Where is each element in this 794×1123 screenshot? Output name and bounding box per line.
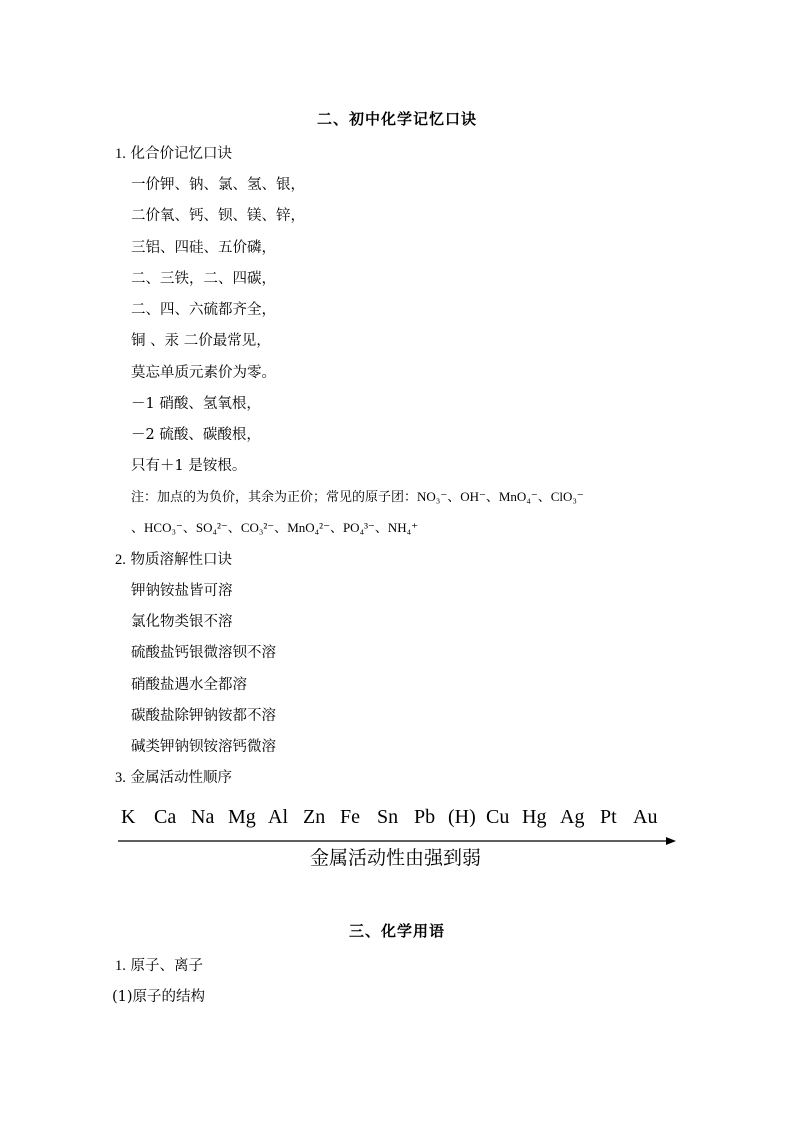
valence-line-8: －1 硝酸、氢氧根， [131,396,261,412]
solubility-line-5: 碳酸盐除钾钠铵都不溶 [131,708,276,724]
valence-line-2: 二价氧、钙、钡、镁、锌， [131,208,305,224]
solubility-line-2: 氯化物类银不溶 [131,614,233,630]
item3-heading [115,768,232,788]
ion-note-line-1: 注：加点的为负价，其余为正价；常见的原子团：NO₃⁻、OH⁻、MnO₄⁻、ClO₃⁻ [131,489,584,505]
metal-symbol: Ca [154,806,177,828]
item2-heading [115,550,232,570]
metal-symbol: K [121,806,136,828]
item1-heading [115,144,232,164]
metal-symbol: (H) [448,806,476,828]
metal-symbol: Pt [600,806,617,828]
item2-number: 2. [115,552,126,568]
ion-note-line-2: 、HCO₃⁻、SO₄²⁻、CO₃²⁻、MnO₄²⁻、PO₄³⁻、NH₄⁺ [131,520,419,536]
valence-line-5: 二、四、六硫都齐全， [131,302,276,318]
solubility-line-1: 钾钠铵盐皆可溶 [131,583,233,599]
ion-mno4-2: MnO₄²⁻ [287,520,330,535]
ion-no3: NO₃⁻ [417,489,448,504]
valence-line-1: 一价钾、钠、氯、氢、银， [131,177,305,193]
valence-line-9: －2 硫酸、碳酸根， [131,427,261,443]
item1-title: 化合价记忆口诀 [130,146,232,162]
metal-symbol: Hg [522,806,547,828]
metal-symbol: Cu [486,806,510,828]
solubility-line-6: 碱类钾钠钡铵溶钙微溶 [131,739,276,755]
ion-so4: SO₄²⁻ [195,520,228,535]
ion-mno4: MnO₄⁻ [498,489,538,504]
valence-line-6: 铜 、汞 二价最常见， [131,333,271,349]
valence-line-7: 莫忘单质元素价为零。 [131,365,276,381]
ion-clo3: ClO₃⁻ [550,489,584,504]
item3-number: 3. [115,770,126,786]
valence-line-10: 只有＋1 是铵根。 [131,458,247,474]
arrow-caption: 金属活动性由强到弱 [310,847,482,869]
metal-symbol: Sn [377,806,399,828]
ion-note-prefix: 注：加点的为负价，其余为正价；常见的原子团： [131,490,418,505]
metal-symbol: Na [191,806,215,828]
valence-line-3: 三铝、四硅、五价磷， [131,240,276,256]
ion-hco3: HCO₃⁻ [144,520,183,535]
section3-item1-title: 原子、离子 [130,958,203,974]
solubility-line-3: 硫酸盐钙银微溶钡不溶 [131,645,276,661]
section3-item1 [115,956,203,976]
item2-title: 物质溶解性口诀 [130,552,232,568]
ion-nh4: NH₄⁺ [387,520,419,535]
metal-symbol: Au [633,806,658,828]
solubility-line-4: 硝酸盐遇水全都溶 [131,677,247,693]
metal-symbol: Pb [414,806,436,828]
ion-oh: OH⁻ [460,489,486,504]
valence-line-4: 二、三铁，二、四碳， [131,271,276,287]
ion-co3: CO₃²⁻ [240,520,275,535]
section2-heading: 二、初中化学记忆口诀 [316,110,477,128]
section3-item1-number: 1. [115,958,126,974]
activity-series [118,806,678,836]
ion-po4: PO₄³⁻ [342,520,375,535]
item3-title: 金属活动性顺序 [130,770,232,786]
section3-heading: 三、化学用语 [348,922,445,940]
metal-symbol: Fe [340,806,360,828]
metal-symbol: Mg [228,806,256,828]
metal-symbol: Ag [560,806,585,828]
item1-number: 1. [115,146,126,162]
metal-symbol: Zn [303,806,326,828]
section3-sub1: (1)原子的结构 [112,989,206,1005]
metal-symbol: Al [268,806,288,828]
